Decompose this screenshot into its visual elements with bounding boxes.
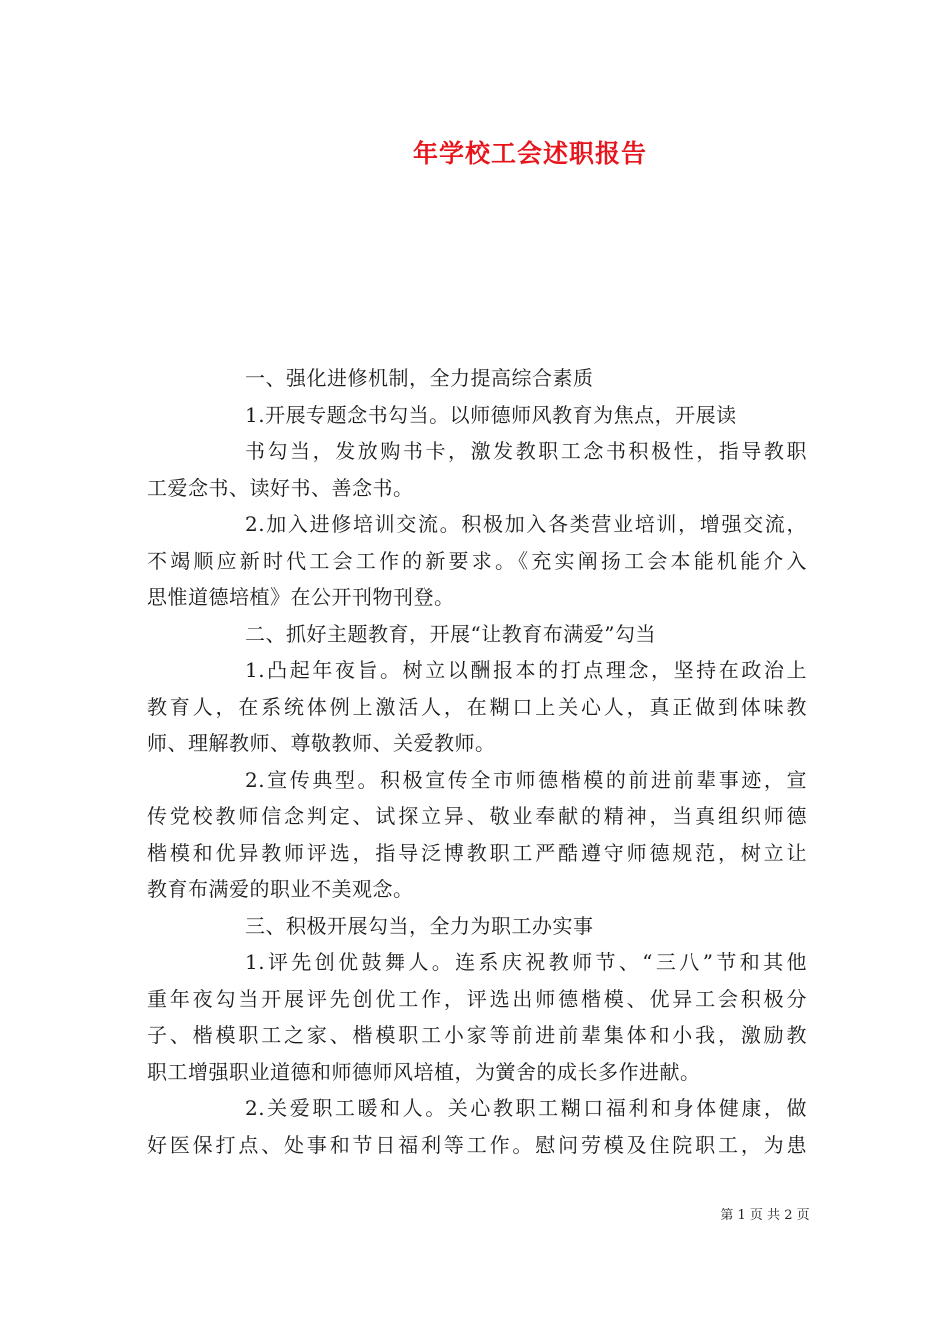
body-line: 三、积极开展勾当，全力为职工办实事 [245, 913, 594, 938]
body-line: 教育布满爱的职业不美观念。 [147, 877, 414, 901]
document-title: 年学校工会述职报告 [412, 139, 647, 168]
page-footer: 第 1 页 共 2 页 [720, 1208, 810, 1223]
body-line: 师、理解教师、尊敬教师、关爱教师。 [147, 731, 496, 755]
body-line: 重年夜勾当开展评先创优工作，评选出师德楷模、优异工会积极分 [147, 986, 807, 1011]
body-line: 1.评先创优鼓舞人。连系庆祝教师节、“三八”节和其他 [245, 950, 807, 974]
body-line: 1.凸起年夜旨。树立以酬报本的打点理念，坚持在政治上 [245, 658, 807, 682]
body-line: 一、强化进修机制，全力提高综合素质 [245, 366, 594, 390]
body-line: 职工增强职业道德和师德师风培植，为黉舍的成长多作进献。 [147, 1059, 701, 1084]
body-line: 工爱念书、读好书、善念书。 [147, 475, 414, 500]
body-line: 二、抓好主题教育，开展“让教育布满爱”勾当 [245, 621, 656, 646]
body-line: 好医保打点、处事和节日福利等工作。慰问劳模及住院职工，为患 [147, 1132, 807, 1157]
body-line: 教育人，在系统体例上激活人，在糊口上关心人，真正做到体味教 [147, 694, 807, 719]
body-line: 子、楷模职工之家、楷模职工小家等前进前辈集体和小我，激励教 [147, 1023, 807, 1047]
body-line: 1.开展专题念书勾当。以师德师风教育为焦点，开展读 [245, 402, 737, 427]
body-line: 思惟道德培植》在公开刊物刊登。 [147, 585, 455, 609]
body-line: 2.宣传典型。积极宣传全市师德楷模的前进前辈事迹，宣 [245, 767, 807, 792]
body-line: 传党校教师信念判定、试探立异、敬业奉献的精神，当真组织师德 [147, 804, 807, 828]
body-line: 2.关爱职工暖和人。关心教职工糊口福利和身体健康，做 [245, 1096, 807, 1120]
document-body [147, 360, 807, 1163]
body-line: 楷模和优异教师评选，指导泛博教职工严酷遵守师德规范，树立让 [147, 840, 807, 865]
body-line: 2.加入进修培训交流。积极加入各类营业培训，增强交流， [245, 512, 807, 536]
body-line: 书勾当，发放购书卡，激发教职工念书积极性，指导教职 [245, 439, 807, 463]
body-line: 不竭顺应新时代工会工作的新要求。《充实阐扬工会本能机能介入 [147, 548, 807, 573]
